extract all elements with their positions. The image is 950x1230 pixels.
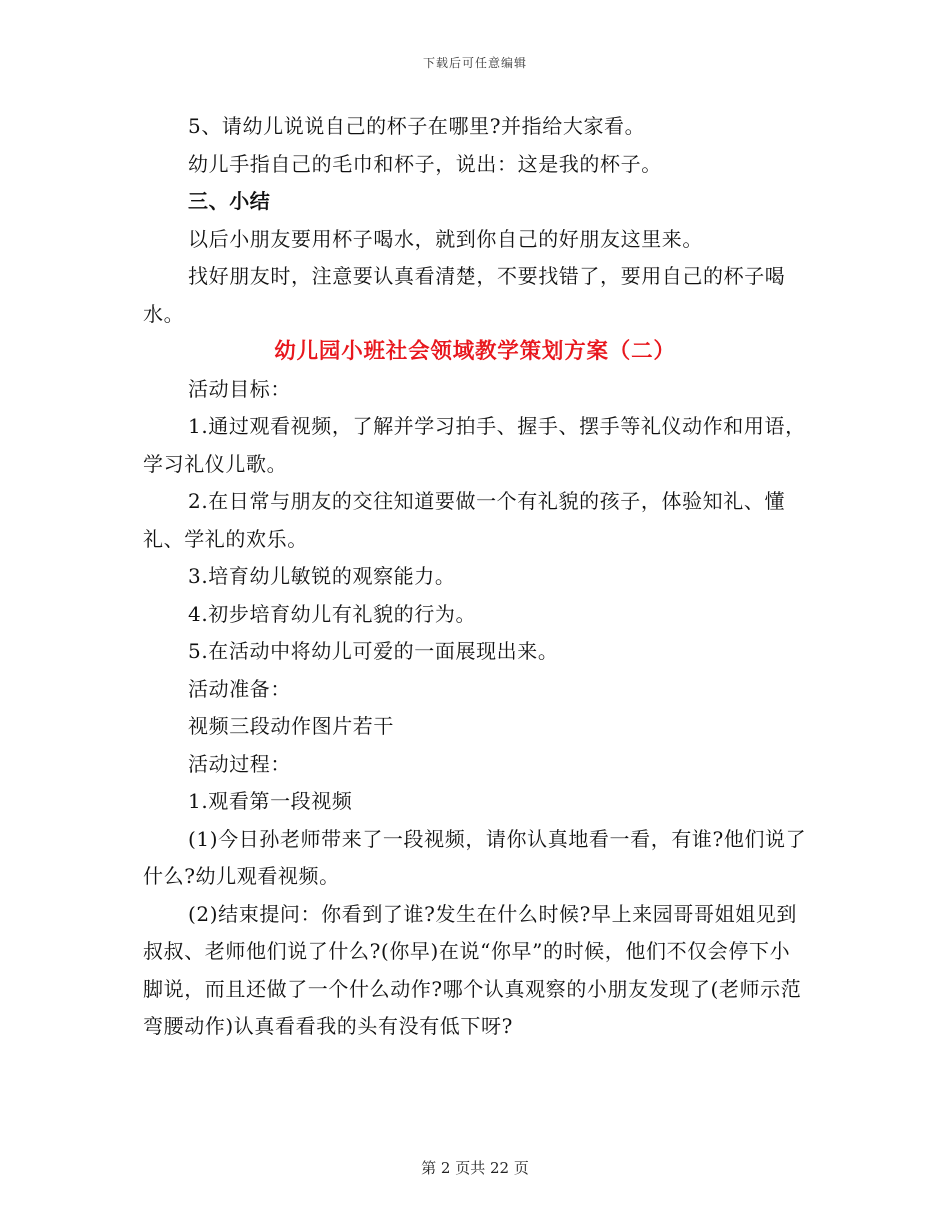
section-title: 幼儿园小班社会领域教学策划方案（二） [274,339,676,364]
subheading-summary: 三、小结 [188,189,271,213]
paragraph: (2)结束提问：你看到了谁?发生在什么时候?早上来园哥哥姐姐见到叔叔、老师他们说了什么?(你早)在说“你早”的时候，他们不仅会停下小脚说，而且还做了一个什么动作?哪个认真观察的小朋友发现了(老师示范弯腰动作)认真看看我的头有没有低下呀? [143,901,802,1038]
document-body [143,108,807,1046]
paragraph: 活动目标： [188,376,291,401]
paragraph: 幼儿手指自己的毛巾和杯子，说出：这是我的杯子。 [188,151,662,176]
paragraph: 5、请幼儿说说自己的杯子在哪里?并指给大家看。 [188,114,646,138]
paragraph: 视频三段动作图片若干 [188,714,394,738]
paragraph: 以后小朋友要用杯子喝水，就到你自己的好朋友这里来。 [188,226,703,251]
paragraph: 1.通过观看视频，了解并学习拍手、握手、摆手等礼仪动作和用语，学习礼仪儿歌。 [143,414,806,476]
paragraph: (1)今日孙老师带来了一段视频，请你认真地看一看，有谁?他们说了什么?幼儿观看视频。 [143,826,807,888]
paragraph: 4.初步培育幼儿有礼貌的行为。 [188,601,477,626]
paragraph: 2.在日常与朋友的交往知道要做一个有礼貌的孩子，体验知礼、懂礼、学礼的欢乐。 [143,489,786,551]
page-footer: 第 2 页共 22 页 [421,1159,529,1177]
paragraph: 5.在活动中将幼儿可爱的一面展现出来。 [188,639,559,663]
paragraph: 找好朋友时，注意要认真看清楚，不要找错了，要用自己的杯子喝水。 [143,264,786,326]
paragraph: 1.观看第一段视频 [188,789,353,813]
paragraph: 活动过程： [188,751,291,776]
paragraph: 活动准备： [188,676,291,701]
paragraph: 3.培育幼儿敏锐的观察能力。 [188,564,456,588]
page-header: 下载后可任意编辑 [422,56,527,70]
